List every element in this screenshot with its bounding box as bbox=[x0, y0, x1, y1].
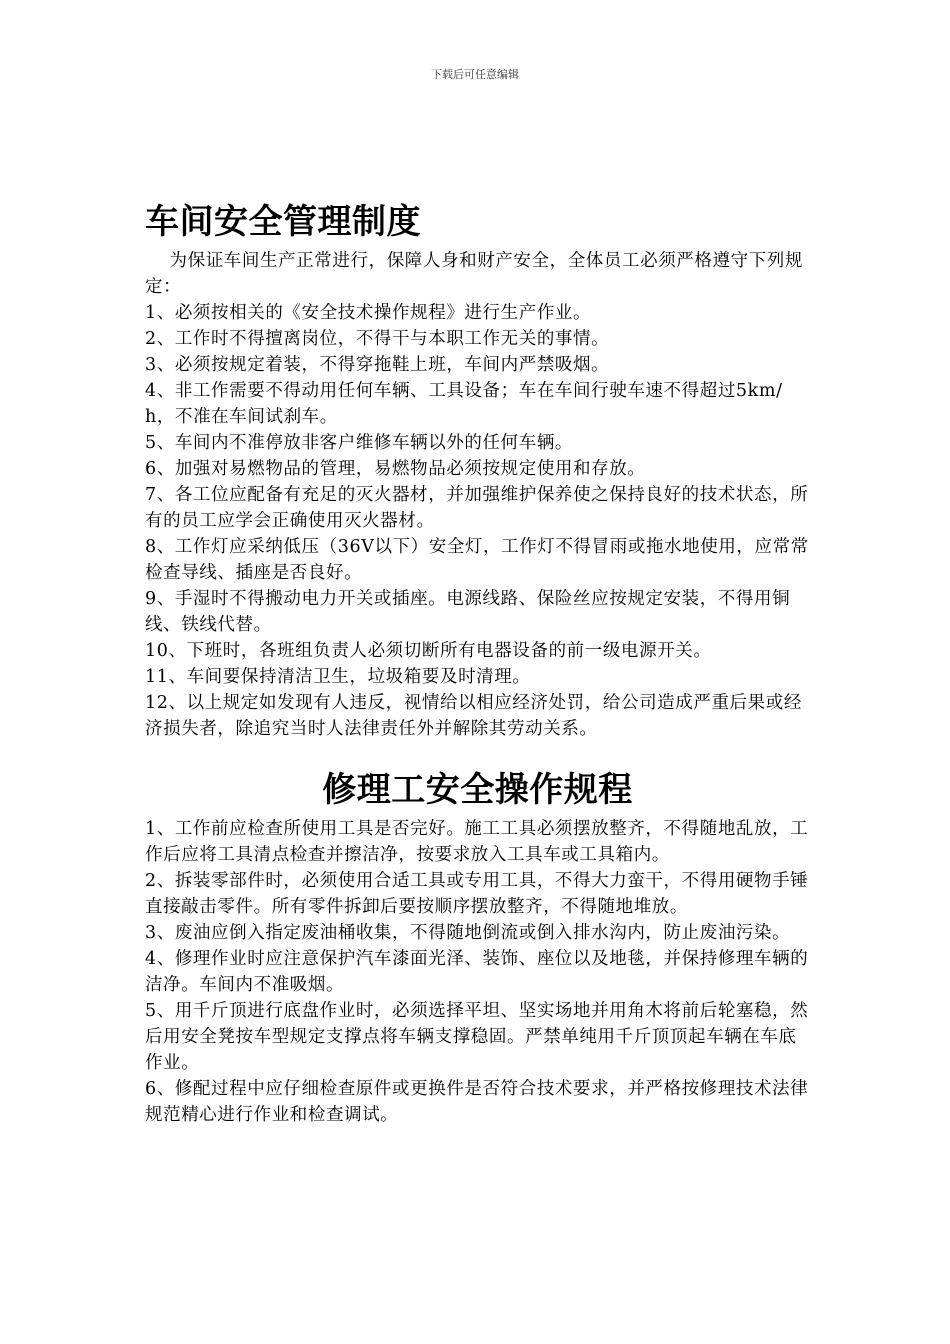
list-item: 4、非工作需要不得动用任何车辆、工具设备；车在车间行驶车速不得超过5km/h，不准在车间试刹车。 bbox=[145, 381, 783, 427]
list-item: 7、各工位应配备有充足的灭火器材，并加强维护保养使之保持良好的技术状态，所有的员工应学会正确使用灭火器材。 bbox=[145, 485, 809, 531]
list-item: 1、必须按相关的《安全技术操作规程》进行生产作业。 bbox=[145, 303, 592, 323]
document-body bbox=[145, 196, 810, 1128]
list-item: 2、拆装零部件时，必须使用合适工具或专用工具，不得大力蛮干，不得用硬物手锤直接敲击零件。所有零件拆卸后要按顺序摆放整齐，不得随地堆放。 bbox=[145, 871, 809, 917]
section-title-workshop-safety: 车间安全管理制度 bbox=[145, 202, 421, 242]
list-item: 2、工作时不得擅离岗位，不得干与本职工作无关的事情。 bbox=[145, 329, 610, 349]
list-item: 11、车间要保持清洁卫生，垃圾箱要及时清理。 bbox=[145, 667, 531, 687]
list-item: 9、手湿时不得搬动电力开关或插座。电源线路、保险丝应按规定安装，不得用铜线、铁线代替。 bbox=[145, 589, 791, 635]
list-item: 3、必须按规定着装，不得穿拖鞋上班，车间内严禁吸烟。 bbox=[145, 355, 610, 375]
list-item: 5、用千斤顶进行底盘作业时，必须选择平坦、坚实场地并用角木将前后轮塞稳，然后用安全凳按车型规定支撑点将车辆支撑稳固。严禁单纯用千斤顶顶起车辆在车底作业。 bbox=[145, 1001, 809, 1073]
header-note: 下载后可任意编辑 bbox=[431, 68, 519, 81]
list-item: 1、工作前应检查所使用工具是否完好。施工工具必须摆放整齐，不得随地乱放，工作后应将工具清点检查并擦洁净，按要求放入工具车或工具箱内。 bbox=[145, 819, 809, 865]
list-item: 5、车间内不准停放非客户维修车辆以外的任何车辆。 bbox=[145, 433, 574, 453]
workshop-rules-list bbox=[145, 300, 810, 742]
list-item: 12、以上规定如发现有人违反，视情给以相应经济处罚，给公司造成严重后果或经济损失者，除追究当时人法律责任外并解除其劳动关系。 bbox=[145, 693, 802, 739]
list-item: 6、加强对易燃物品的管理，易燃物品必须按规定使用和存放。 bbox=[145, 459, 646, 479]
list-item: 8、工作灯应采纳低压（36V以下）安全灯，工作灯不得冒雨或拖水地使用，应常常检查导线、插座是否良好。 bbox=[145, 537, 809, 583]
list-item: 6、修配过程中应仔细检查原件或更换件是否符合技术要求，并严格按修理技术法律规范精心进行作业和检查调试。 bbox=[145, 1079, 809, 1125]
repair-rules-list bbox=[145, 816, 810, 1128]
list-item: 10、下班时，各班组负责人必须切断所有电器设备的前一级电源开关。 bbox=[145, 641, 712, 661]
section-title-repair-procedures: 修理工安全操作规程 bbox=[322, 770, 633, 810]
list-item: 4、修理作业时应注意保护汽车漆面光泽、装饰、座位以及地毯，并保持修理车辆的洁净。车间内不准吸烟。 bbox=[145, 949, 809, 995]
list-item: 3、废油应倒入指定废油桶收集，不得随地倒流或倒入排水沟内，防止废油污染。 bbox=[145, 923, 791, 943]
intro-paragraph: 为保证车间生产正常进行，保障人身和财产安全，全体员工必须严格遵守下列规定： bbox=[145, 251, 803, 297]
